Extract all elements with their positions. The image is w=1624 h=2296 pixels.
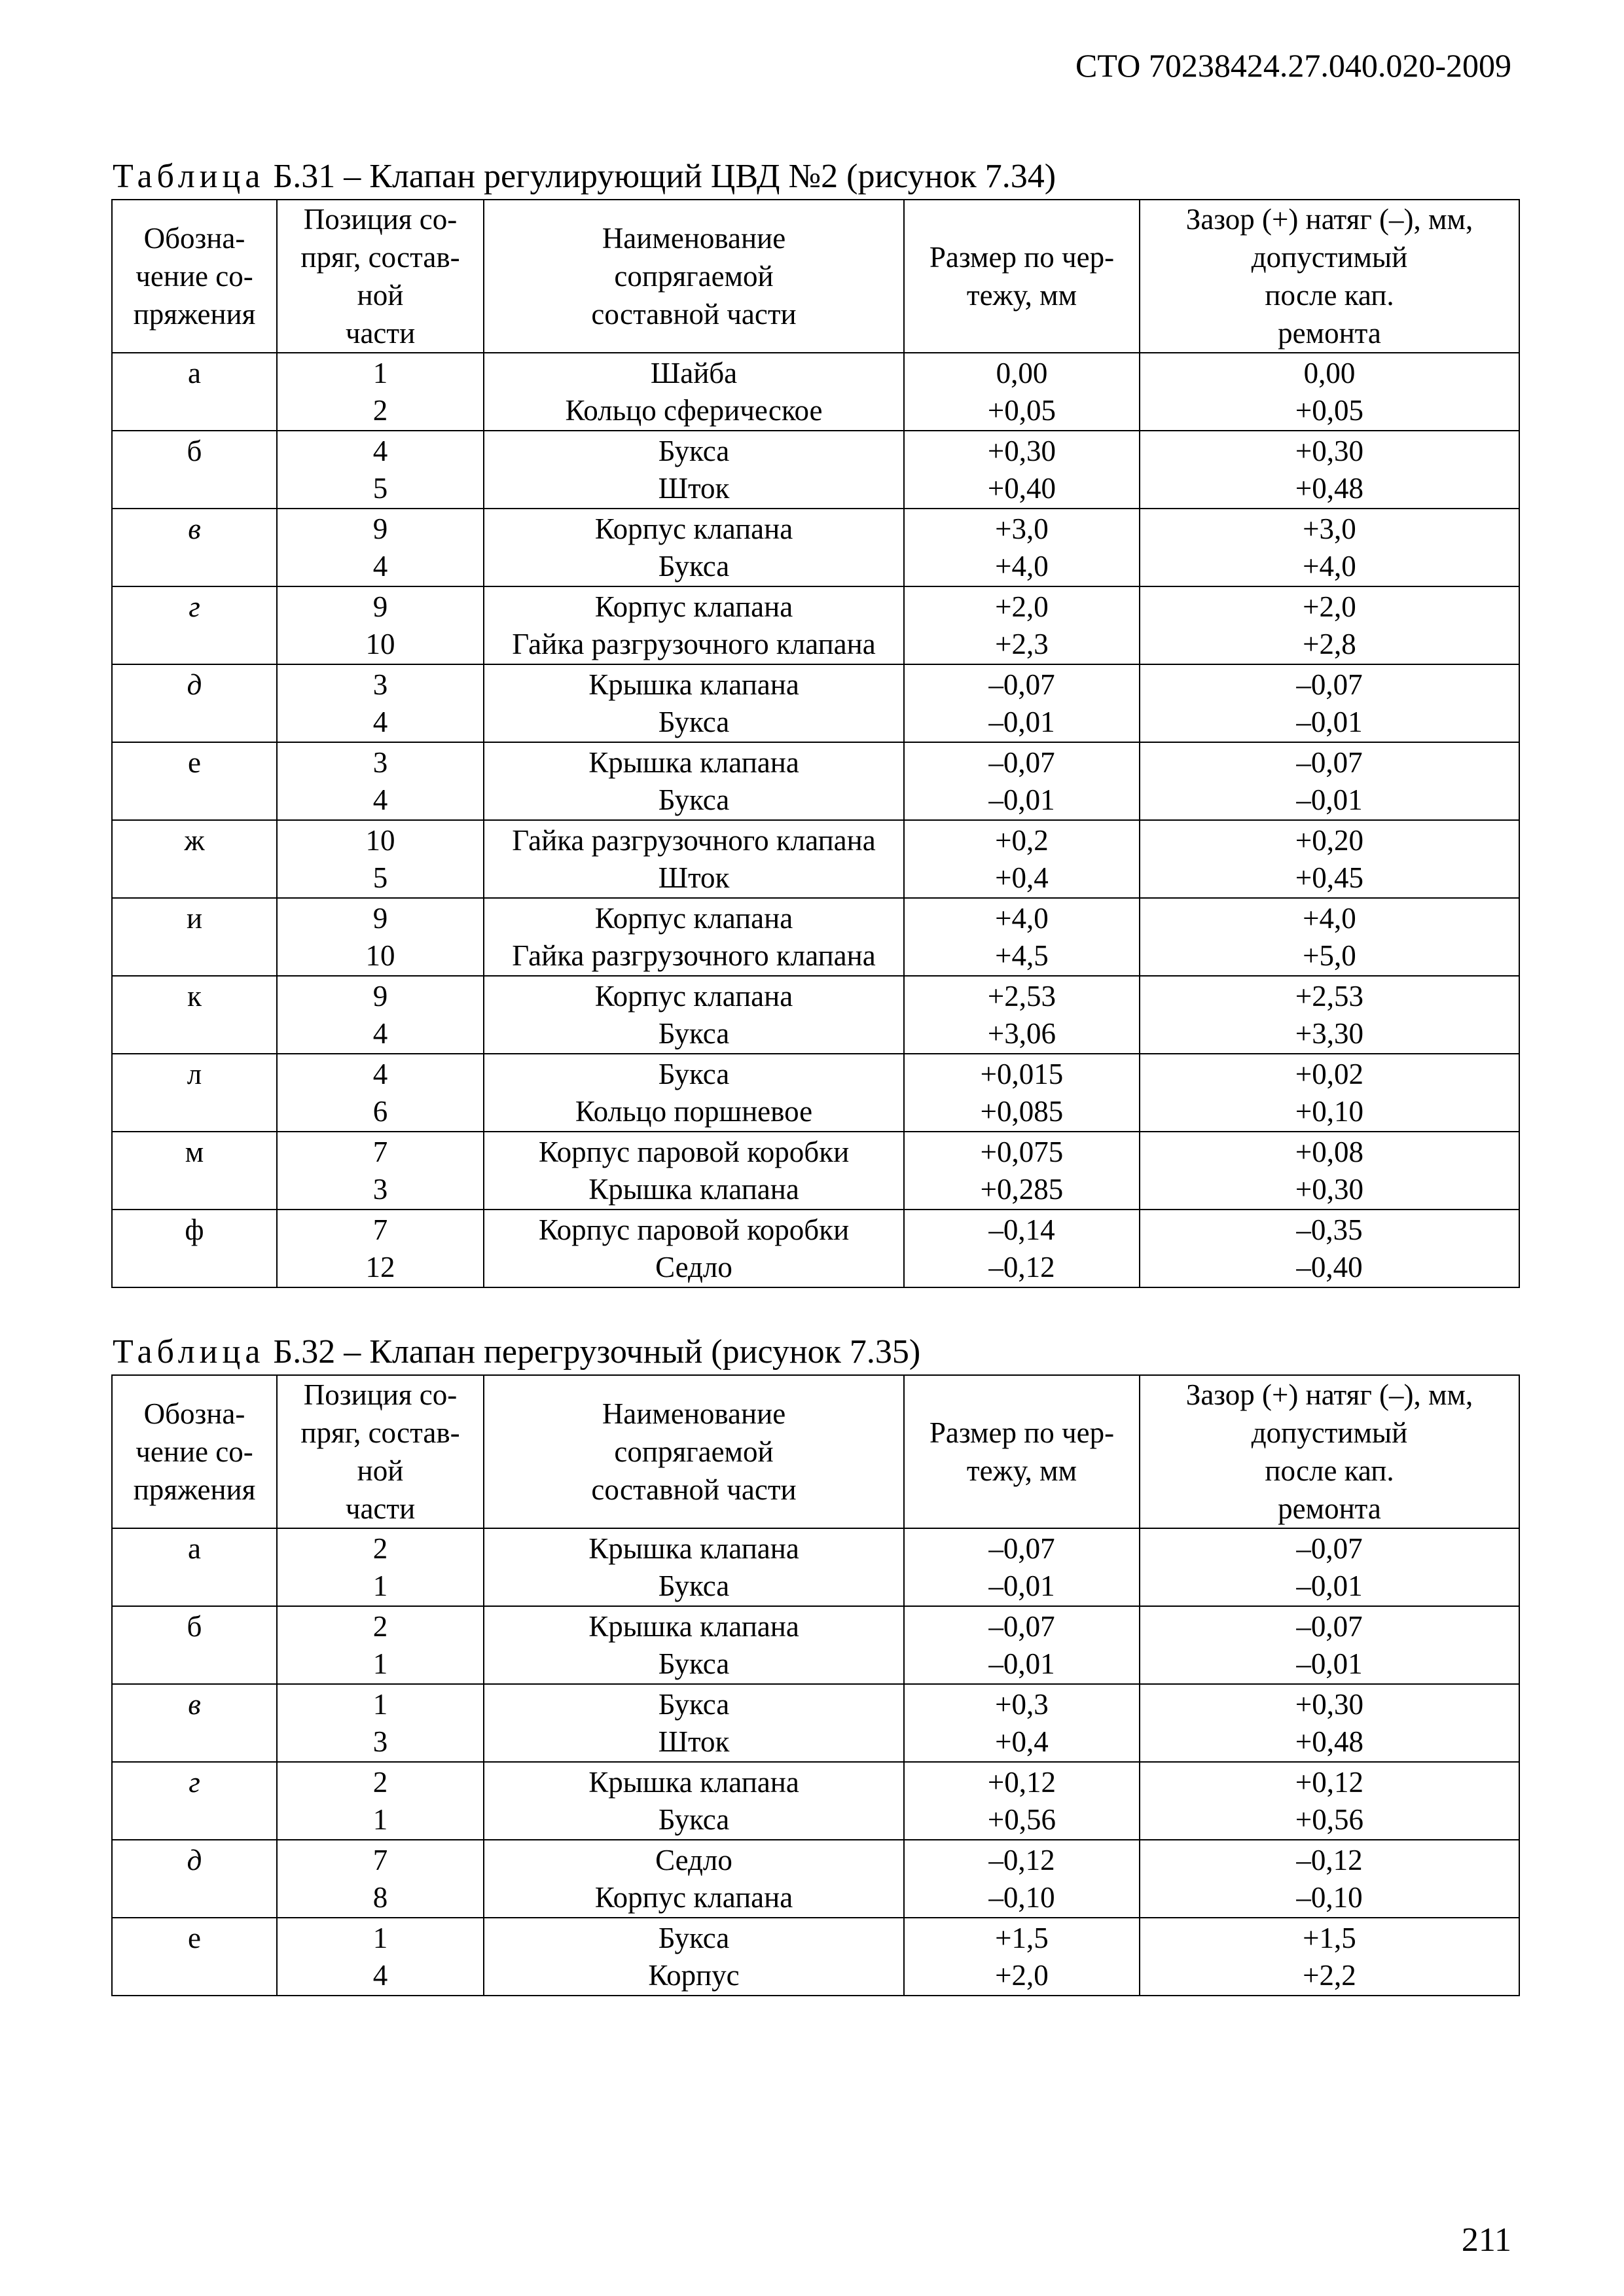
- header-line: ремонта: [1278, 317, 1381, 350]
- header-line: после кап.: [1265, 279, 1394, 312]
- header-line: Позиция со-: [303, 203, 458, 236]
- caption-title: Б.32 – Клапан перегрузочный (рисунок 7.35): [264, 1333, 921, 1371]
- table-row: [112, 1054, 1519, 1093]
- cell-position: 5: [277, 859, 484, 898]
- cell-position: 2: [277, 1762, 484, 1801]
- cell-designation: [112, 1171, 277, 1210]
- cell-part-name: Седло: [484, 1840, 904, 1879]
- cell-designation: д: [112, 1840, 277, 1879]
- cell-clearance: +0,56: [1140, 1801, 1519, 1840]
- header-position: [277, 200, 484, 353]
- cell-position: 1: [277, 1801, 484, 1840]
- cell-drawing-size: 0,00: [904, 353, 1140, 392]
- cell-position: 3: [277, 742, 484, 781]
- cell-drawing-size: +0,4: [904, 1723, 1140, 1762]
- cell-part-name: Букса: [484, 431, 904, 470]
- cell-part-name: Букса: [484, 1645, 904, 1684]
- cell-drawing-size: +0,4: [904, 859, 1140, 898]
- cell-drawing-size: +2,3: [904, 626, 1140, 664]
- cell-position: 1: [277, 1568, 484, 1606]
- cell-position: 5: [277, 470, 484, 509]
- cell-clearance: +0,45: [1140, 859, 1519, 898]
- cell-clearance: +4,0: [1140, 898, 1519, 937]
- cell-drawing-size: –0,07: [904, 1606, 1140, 1645]
- cell-part-name: Шток: [484, 859, 904, 898]
- cell-drawing-size: –0,12: [904, 1249, 1140, 1287]
- cell-drawing-size: –0,01: [904, 781, 1140, 820]
- cell-clearance: –0,07: [1140, 1528, 1519, 1568]
- table-row: [112, 1684, 1519, 1723]
- cell-clearance: +2,8: [1140, 626, 1519, 664]
- table-row: [112, 742, 1519, 781]
- cell-clearance: –0,12: [1140, 1840, 1519, 1879]
- table-row: [112, 781, 1519, 820]
- cell-designation: [112, 1879, 277, 1918]
- cell-clearance: –0,35: [1140, 1210, 1519, 1249]
- header-line: после кап.: [1265, 1454, 1394, 1487]
- table-row: [112, 859, 1519, 898]
- cell-position: 10: [277, 820, 484, 859]
- cell-position: 4: [277, 1054, 484, 1093]
- cell-position: 2: [277, 1606, 484, 1645]
- cell-part-name: Букса: [484, 1568, 904, 1606]
- cell-designation: [112, 704, 277, 742]
- cell-drawing-size: +0,40: [904, 470, 1140, 509]
- cell-clearance: +0,05: [1140, 392, 1519, 431]
- cell-designation: г: [112, 586, 277, 626]
- cell-part-name: Корпус паровой коробки: [484, 1210, 904, 1249]
- table-row: [112, 1840, 1519, 1879]
- header-designation: [112, 1375, 277, 1528]
- cell-position: 7: [277, 1132, 484, 1171]
- cell-part-name: Гайка разгрузочного клапана: [484, 820, 904, 859]
- cell-position: 4: [277, 1957, 484, 1996]
- cell-designation: е: [112, 1918, 277, 1957]
- table-row: [112, 898, 1519, 937]
- cell-drawing-size: +2,0: [904, 1957, 1140, 1996]
- header-line: Наименование: [602, 222, 786, 255]
- cell-part-name: Шайба: [484, 353, 904, 392]
- cell-clearance: 0,00: [1140, 353, 1519, 392]
- cell-part-name: Седло: [484, 1249, 904, 1287]
- table-row: [112, 1762, 1519, 1801]
- header-line: допустимый: [1251, 241, 1408, 274]
- header-line: Размер по чер-: [929, 1416, 1115, 1449]
- cell-designation: [112, 937, 277, 976]
- caption-title: Б.31 – Клапан регулирующий ЦВД №2 (рисунок 7.34): [264, 158, 1056, 195]
- header-line: Обозна-: [143, 222, 245, 255]
- table-row: [112, 470, 1519, 509]
- header-line: Обозна-: [143, 1397, 245, 1430]
- cell-clearance: +0,48: [1140, 470, 1519, 509]
- cell-drawing-size: –0,07: [904, 664, 1140, 704]
- cell-designation: б: [112, 431, 277, 470]
- caption-label: Таблица: [113, 1333, 265, 1371]
- table-row: [112, 1606, 1519, 1645]
- cell-drawing-size: +0,085: [904, 1093, 1140, 1132]
- header-clearance: [1140, 1375, 1519, 1528]
- header-line: чение со-: [135, 260, 253, 293]
- table-row: [112, 1528, 1519, 1568]
- cell-part-name: Шток: [484, 470, 904, 509]
- table-row: [112, 1568, 1519, 1606]
- cell-clearance: +3,30: [1140, 1015, 1519, 1054]
- cell-clearance: –0,01: [1140, 704, 1519, 742]
- cell-clearance: –0,01: [1140, 1568, 1519, 1606]
- cell-part-name: Корпус: [484, 1957, 904, 1996]
- cell-designation: [112, 1249, 277, 1287]
- cell-drawing-size: +0,05: [904, 392, 1140, 431]
- cell-designation: д: [112, 664, 277, 704]
- cell-drawing-size: +2,0: [904, 586, 1140, 626]
- cell-clearance: +5,0: [1140, 937, 1519, 976]
- cell-position: 6: [277, 1093, 484, 1132]
- cell-part-name: Букса: [484, 1918, 904, 1957]
- cell-part-name: Крышка клапана: [484, 742, 904, 781]
- cell-designation: [112, 1801, 277, 1840]
- cell-drawing-size: –0,01: [904, 704, 1140, 742]
- header-row: [112, 200, 1519, 353]
- cell-part-name: Крышка клапана: [484, 664, 904, 704]
- cell-part-name: Корпус клапана: [484, 976, 904, 1015]
- cell-drawing-size: –0,07: [904, 1528, 1140, 1568]
- cell-part-name: Букса: [484, 704, 904, 742]
- header-line: Наименование: [602, 1397, 786, 1430]
- cell-part-name: Букса: [484, 1054, 904, 1093]
- cell-drawing-size: –0,01: [904, 1568, 1140, 1606]
- cell-position: 3: [277, 1171, 484, 1210]
- table-row: [112, 937, 1519, 976]
- table-row: [112, 1249, 1519, 1287]
- cell-designation: г: [112, 1762, 277, 1801]
- header-line: Размер по чер-: [929, 241, 1115, 274]
- cell-part-name: Крышка клапана: [484, 1171, 904, 1210]
- header-line: пряг, состав-: [300, 241, 460, 274]
- cell-designation: [112, 859, 277, 898]
- cell-drawing-size: +0,30: [904, 431, 1140, 470]
- cell-drawing-size: +0,285: [904, 1171, 1140, 1210]
- cell-designation: [112, 626, 277, 664]
- cell-drawing-size: +4,5: [904, 937, 1140, 976]
- table-row: [112, 1918, 1519, 1957]
- table-b31-caption: [113, 157, 1056, 196]
- header-drawing-size: [904, 200, 1140, 353]
- cell-part-name: Букса: [484, 781, 904, 820]
- cell-clearance: –0,07: [1140, 664, 1519, 704]
- cell-clearance: +0,30: [1140, 431, 1519, 470]
- cell-drawing-size: +2,53: [904, 976, 1140, 1015]
- header-line: Зазор (+) натяг (–), мм,: [1185, 203, 1473, 236]
- cell-clearance: +2,53: [1140, 976, 1519, 1015]
- cell-part-name: Корпус клапана: [484, 898, 904, 937]
- cell-designation: к: [112, 976, 277, 1015]
- cell-designation: а: [112, 353, 277, 392]
- cell-designation: м: [112, 1132, 277, 1171]
- cell-designation: [112, 1723, 277, 1762]
- header-part-name: [484, 200, 904, 353]
- header-line: сопрягаемой: [614, 1435, 774, 1468]
- caption-label: Таблица: [113, 158, 265, 195]
- cell-designation: л: [112, 1054, 277, 1093]
- header-position: [277, 1375, 484, 1528]
- cell-part-name: Кольцо поршневое: [484, 1093, 904, 1132]
- cell-designation: е: [112, 742, 277, 781]
- cell-clearance: +0,02: [1140, 1054, 1519, 1093]
- header-line: тежу, мм: [966, 279, 1077, 312]
- header-line: части: [345, 1492, 416, 1525]
- table-b32: [111, 1374, 1520, 1996]
- cell-designation: [112, 781, 277, 820]
- cell-part-name: Шток: [484, 1723, 904, 1762]
- cell-clearance: +0,30: [1140, 1684, 1519, 1723]
- cell-designation: в: [112, 509, 277, 548]
- cell-position: 10: [277, 937, 484, 976]
- header-line: ной: [357, 1454, 404, 1487]
- cell-part-name: Корпус клапана: [484, 1879, 904, 1918]
- header-line: ремонта: [1278, 1492, 1381, 1525]
- cell-position: 12: [277, 1249, 484, 1287]
- cell-position: 4: [277, 548, 484, 586]
- cell-designation: [112, 392, 277, 431]
- cell-drawing-size: +0,12: [904, 1762, 1140, 1801]
- cell-clearance: +0,20: [1140, 820, 1519, 859]
- cell-position: 1: [277, 353, 484, 392]
- cell-position: 4: [277, 1015, 484, 1054]
- header-drawing-size: [904, 1375, 1140, 1528]
- table-row: [112, 1957, 1519, 1996]
- cell-drawing-size: –0,10: [904, 1879, 1140, 1918]
- cell-position: 9: [277, 976, 484, 1015]
- cell-clearance: +0,30: [1140, 1171, 1519, 1210]
- cell-part-name: Корпус клапана: [484, 509, 904, 548]
- cell-drawing-size: +0,075: [904, 1132, 1140, 1171]
- page-number: 211: [1461, 2221, 1511, 2259]
- table-row: [112, 1132, 1519, 1171]
- header-line: Зазор (+) натяг (–), мм,: [1185, 1378, 1473, 1411]
- cell-part-name: Крышка клапана: [484, 1762, 904, 1801]
- cell-drawing-size: +3,06: [904, 1015, 1140, 1054]
- header-line: тежу, мм: [966, 1454, 1077, 1487]
- header-line: сопрягаемой: [614, 260, 774, 293]
- cell-designation: б: [112, 1606, 277, 1645]
- table-row: [112, 1879, 1519, 1918]
- cell-clearance: –0,07: [1140, 742, 1519, 781]
- table-row: [112, 1093, 1519, 1132]
- cell-drawing-size: +4,0: [904, 898, 1140, 937]
- cell-position: 4: [277, 704, 484, 742]
- table-row: [112, 548, 1519, 586]
- cell-position: 7: [277, 1840, 484, 1879]
- cell-designation: [112, 1645, 277, 1684]
- cell-part-name: Корпус паровой коробки: [484, 1132, 904, 1171]
- cell-part-name: Букса: [484, 1015, 904, 1054]
- table-row: [112, 704, 1519, 742]
- cell-position: 9: [277, 586, 484, 626]
- header-line: составной части: [591, 1473, 797, 1506]
- cell-position: 8: [277, 1879, 484, 1918]
- cell-designation: [112, 470, 277, 509]
- header-line: пряжения: [133, 298, 256, 331]
- cell-drawing-size: +1,5: [904, 1918, 1140, 1957]
- table-row: [112, 1171, 1519, 1210]
- cell-position: 2: [277, 1528, 484, 1568]
- table-b31: [111, 199, 1520, 1288]
- cell-part-name: Корпус клапана: [484, 586, 904, 626]
- cell-drawing-size: +4,0: [904, 548, 1140, 586]
- cell-clearance: +4,0: [1140, 548, 1519, 586]
- header-clearance: [1140, 200, 1519, 353]
- header-line: ной: [357, 279, 404, 312]
- cell-position: 10: [277, 626, 484, 664]
- cell-clearance: +0,08: [1140, 1132, 1519, 1171]
- table-row: [112, 1015, 1519, 1054]
- cell-clearance: –0,10: [1140, 1879, 1519, 1918]
- cell-drawing-size: –0,12: [904, 1840, 1140, 1879]
- cell-position: 9: [277, 898, 484, 937]
- cell-drawing-size: +0,56: [904, 1801, 1140, 1840]
- cell-clearance: +0,48: [1140, 1723, 1519, 1762]
- cell-position: 4: [277, 781, 484, 820]
- header-designation: [112, 200, 277, 353]
- cell-clearance: –0,40: [1140, 1249, 1519, 1287]
- document-code: СТО 70238424.27.040.020-2009: [1075, 47, 1511, 84]
- header-line: составной части: [591, 298, 797, 331]
- cell-part-name: Кольцо сферическое: [484, 392, 904, 431]
- table-row: [112, 1723, 1519, 1762]
- table-row: [112, 1645, 1519, 1684]
- cell-clearance: +1,5: [1140, 1918, 1519, 1957]
- cell-designation: [112, 1568, 277, 1606]
- table-row: [112, 976, 1519, 1015]
- cell-clearance: +2,2: [1140, 1957, 1519, 1996]
- cell-position: 1: [277, 1918, 484, 1957]
- cell-part-name: Букса: [484, 1801, 904, 1840]
- table-row: [112, 1210, 1519, 1249]
- cell-designation: в: [112, 1684, 277, 1723]
- header-line: допустимый: [1251, 1416, 1408, 1449]
- header-line: пряг, состав-: [300, 1416, 460, 1449]
- cell-position: 3: [277, 1723, 484, 1762]
- cell-position: 1: [277, 1684, 484, 1723]
- table-row: [112, 626, 1519, 664]
- cell-part-name: Гайка разгрузочного клапана: [484, 937, 904, 976]
- cell-part-name: Букса: [484, 1684, 904, 1723]
- cell-position: 3: [277, 664, 484, 704]
- table-row: [112, 586, 1519, 626]
- header-line: пряжения: [133, 1473, 256, 1506]
- cell-position: 4: [277, 431, 484, 470]
- cell-part-name: Крышка клапана: [484, 1606, 904, 1645]
- cell-drawing-size: –0,07: [904, 742, 1140, 781]
- table-row: [112, 664, 1519, 704]
- cell-part-name: Гайка разгрузочного клапана: [484, 626, 904, 664]
- cell-part-name: Крышка клапана: [484, 1528, 904, 1568]
- cell-designation: [112, 548, 277, 586]
- cell-clearance: +0,12: [1140, 1762, 1519, 1801]
- table-b32-caption: [113, 1333, 920, 1372]
- cell-position: 2: [277, 392, 484, 431]
- table-row: [112, 509, 1519, 548]
- cell-designation: [112, 1093, 277, 1132]
- cell-clearance: –0,01: [1140, 1645, 1519, 1684]
- table-row: [112, 431, 1519, 470]
- cell-part-name: Букса: [484, 548, 904, 586]
- cell-drawing-size: +0,2: [904, 820, 1140, 859]
- cell-drawing-size: –0,01: [904, 1645, 1140, 1684]
- cell-clearance: –0,07: [1140, 1606, 1519, 1645]
- cell-designation: ф: [112, 1210, 277, 1249]
- cell-designation: и: [112, 898, 277, 937]
- cell-clearance: +2,0: [1140, 586, 1519, 626]
- cell-designation: [112, 1015, 277, 1054]
- table-row: [112, 1801, 1519, 1840]
- cell-drawing-size: +0,015: [904, 1054, 1140, 1093]
- table-row: [112, 353, 1519, 392]
- cell-position: 7: [277, 1210, 484, 1249]
- cell-position: 1: [277, 1645, 484, 1684]
- cell-designation: а: [112, 1528, 277, 1568]
- header-line: части: [345, 317, 416, 350]
- header-line: чение со-: [135, 1435, 253, 1468]
- table-row: [112, 820, 1519, 859]
- cell-clearance: –0,01: [1140, 781, 1519, 820]
- cell-clearance: +0,10: [1140, 1093, 1519, 1132]
- header-line: Позиция со-: [303, 1378, 458, 1411]
- cell-drawing-size: –0,14: [904, 1210, 1140, 1249]
- cell-drawing-size: +0,3: [904, 1684, 1140, 1723]
- cell-designation: [112, 1957, 277, 1996]
- header-part-name: [484, 1375, 904, 1528]
- cell-position: 9: [277, 509, 484, 548]
- cell-drawing-size: +3,0: [904, 509, 1140, 548]
- cell-designation: ж: [112, 820, 277, 859]
- table-row: [112, 392, 1519, 431]
- header-row: [112, 1375, 1519, 1528]
- cell-clearance: +3,0: [1140, 509, 1519, 548]
